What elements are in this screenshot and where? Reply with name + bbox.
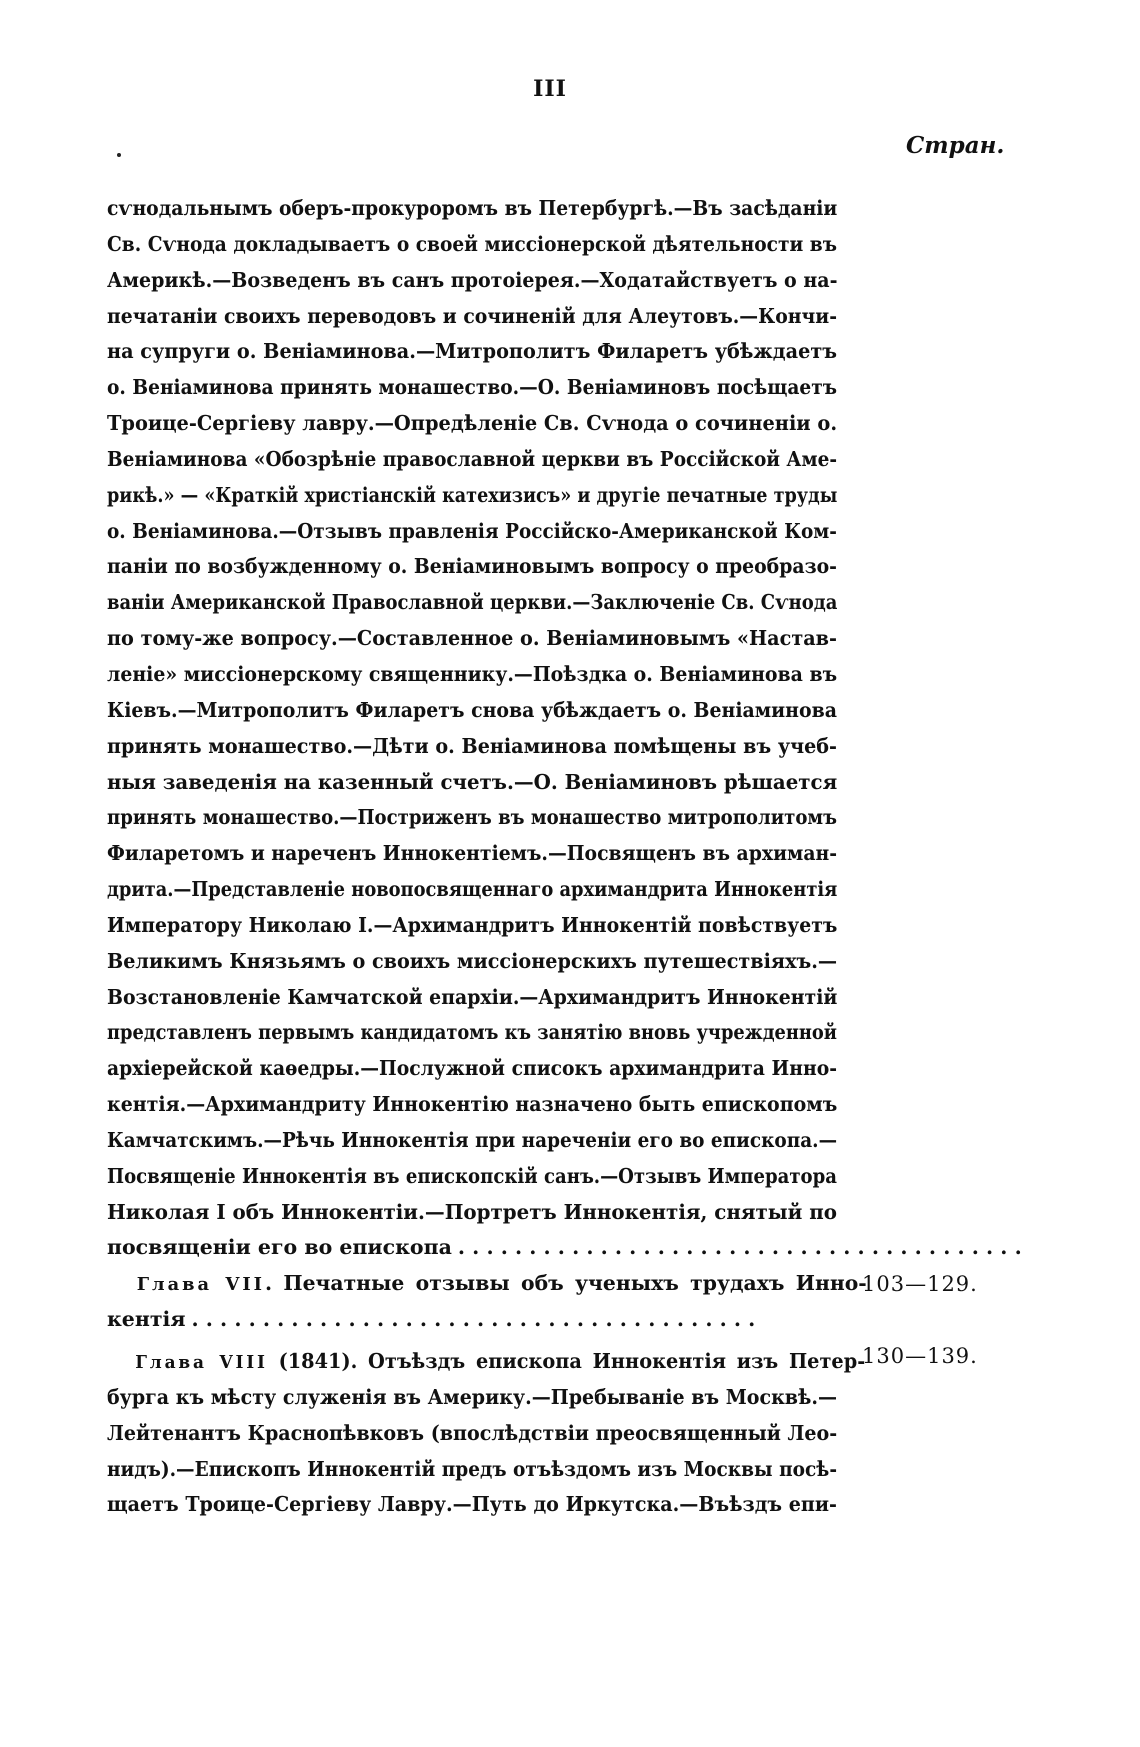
toc-line: паніи по возбужденному о. Веніаминовымъ вопросу о преобразо-: [107, 554, 837, 579]
page-number: III: [533, 76, 567, 102]
toc-line: Возстановленіе Камчатской епархіи.—Архимандритъ Иннокентій: [107, 984, 838, 1009]
chapter-7-title: . Печатные отзывы объ ученыхъ трудахъ Инно-: [264, 1271, 867, 1296]
toc-line: принять монашество.—Постриженъ въ монашество митрополитомъ: [107, 805, 837, 830]
toc-line: бурга къ мѣсту служенія въ Америку.—Пребываніе въ Москвѣ.—: [107, 1384, 838, 1409]
chapter-8-title: (1841). Отъѣздъ епископа Иннокентія изъ Петер-: [267, 1349, 866, 1373]
toc-line: Троице-Сергіеву лавру.—Опредѣленіе Св. Сѵнода о сочиненіи о.: [107, 411, 838, 436]
speck: [117, 153, 121, 157]
chapter-7-final-line: [107, 1302, 837, 1338]
toc-line: Кіевъ.—Митрополитъ Филаретъ снова убѣждаетъ о. Веніаминова: [107, 697, 837, 722]
toc-line: Веніаминова «Обозрѣніе православной церкви въ Россійской Аме-: [107, 446, 838, 471]
pages-column-header: Стран.: [906, 132, 1005, 159]
entry-text: посвященіи его во епископа: [107, 1235, 452, 1260]
toc-line: о. Веніаминова.—Отзывъ правленія Россійско-Американской Ком-: [107, 518, 837, 543]
toc-line: щаетъ Троице-Сергіеву Лавру.—Путь до Иркутска.—Въѣздъ епи-: [107, 1492, 837, 1517]
leader-dots: . . . . . . . . . . . . . . . . . . . . . . . . . . . . . . . . . . . . . . . .: [457, 1235, 1022, 1260]
leader-dots: . . . . . . . . . . . . . . . . . . . . . . . . . . . . . . . . . . . . . . . .: [191, 1307, 756, 1332]
toc-line: на супруги о. Веніаминова.—Митрополитъ Филаретъ убѣждаетъ: [107, 339, 837, 364]
toc-line: представленъ первымъ кандидатомъ къ занятію вновь учрежденной: [107, 1020, 837, 1045]
toc-line: Великимъ Князьямъ о своихъ миссіонерскихъ путешествіяхъ.—: [107, 948, 838, 973]
toc-line: Николая I объ Иннокентіи.—Портретъ Иннокентія, снятый по: [107, 1199, 838, 1224]
toc-line: кентія.—Архимандриту Иннокентію назначено быть епископомъ: [107, 1092, 838, 1117]
toc-line: о. Веніаминова принять монашество.—О. Веніаминовъ посѣщаетъ: [107, 375, 837, 400]
toc-line: ныя заведенія на казенный счетъ.—О. Веніаминовъ рѣшается: [107, 769, 838, 794]
toc-line: по тому-же вопросу.—Составленное о. Веніаминовымъ «Настав-: [107, 626, 838, 651]
toc-line: леніе» миссіонерскому священнику.—Поѣздка о. Веніаминова въ: [107, 661, 838, 686]
toc-line: Америкѣ.—Возведенъ въ санъ протоіерея.—Ходатайствуетъ о на-: [107, 267, 838, 292]
toc-line: ваніи Американской Православной церкви.—Заключеніе Св. Сѵнода: [107, 590, 838, 615]
toc-line: Филаретомъ и нареченъ Иннокентіемъ.—Посвященъ въ архиман-: [107, 841, 838, 866]
chapter-8-heading-line: [107, 1344, 865, 1380]
toc-line: Лейтенантъ Краснопѣвковъ (впослѣдствіи преосвященный Лео-: [107, 1420, 838, 1445]
toc-line: Императору Николаю I.—Архимандритъ Иннокентій повѣствуетъ: [107, 912, 838, 937]
chapter-7-heading-line: [107, 1266, 867, 1302]
toc-line: дрита.—Представленіе новопосвященнаго архимандрита Иннокентія: [107, 877, 838, 902]
toc-line: нидъ).—Епископъ Иннокентій предъ отъѣздомъ изъ Москвы посѣ-: [107, 1456, 838, 1481]
toc-line: рикѣ.» — «Краткій христіанскій катехизисъ» и другіе печатные труды: [107, 482, 838, 507]
toc-line: принять монашество.—Дѣти о. Веніаминова помѣщены въ учеб-: [107, 733, 837, 758]
toc-entry-final-line: [107, 1230, 1022, 1266]
page-range-chapter-7: 130—139.: [862, 1344, 978, 1368]
toc-line: Камчатскимъ.—Рѣчь Иннокентія при нареченіи его во епископа.—: [107, 1127, 838, 1152]
chapter-8-label: Глава VIII: [135, 1352, 268, 1373]
toc-line: архіерейской каѳедры.—Послужной списокъ архимандрита Инно-: [107, 1056, 838, 1081]
page-range-entry-1: 103—129.: [862, 1272, 978, 1296]
chapter-7-label: Глава VII: [136, 1274, 265, 1296]
toc-line: сѵнодальнымъ оберъ-прокуроромъ въ Петербургѣ.—Въ засѣданіи: [107, 196, 838, 220]
entry-text: кентія: [107, 1307, 186, 1332]
toc-line: Св. Сѵнода докладываетъ о своей миссіонерской дѣятельности въ: [107, 231, 837, 256]
toc-line: Посвященіе Иннокентія въ епископскій санъ.—Отзывъ Императора: [107, 1163, 837, 1188]
toc-line: печатаніи своихъ переводовъ и сочиненій для Алеутовъ.—Кончи-: [107, 303, 838, 328]
